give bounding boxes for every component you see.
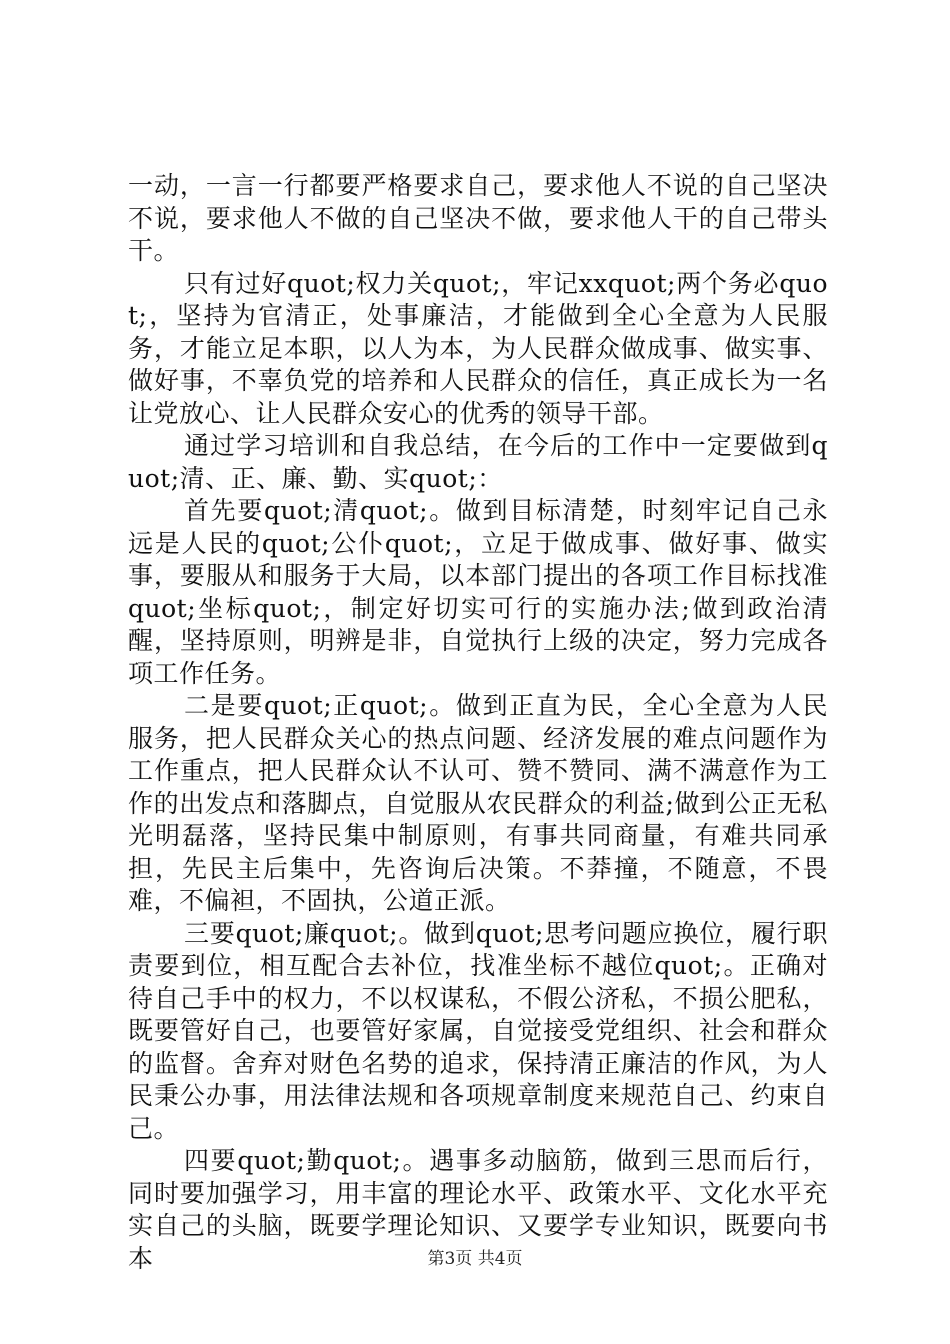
- page-footer: 第3页 共4页: [427, 1249, 523, 1269]
- paragraph-1: 一动，一言一行都要严格要求自己，要求他人不说的自己坚决不说，要求他人不做的自己坚决不做，要求他人干的自己带头干。: [128, 171, 828, 265]
- paragraph-5: 二是要quot;正quot;。做到正直为民，全心全意为人民服务，把人民群众关心的热点问题、经济发展的难点问题作为工作重点，把人民群众认不认可、赞不赞同、满不满意作为工作的出发点和落脚点，自觉服从农民群众的利益;做到公正无私光明磊落，坚持民集中制原则，有事共同商量，有难共同承担，先民主后集中，先咨询后决策。不莽撞，不随意，不畏难，不偏袒，不固执，公道正派。: [128, 691, 828, 915]
- paragraph-6: 三要quot;廉quot;。做到quot;思考问题应换位，履行职责要到位，相互配合去补位，找准坐标不越位quot;。正确对待自己手中的权力，不以权谋私，不假公济私，不损公肥私，既要管好自己，也要管好家属，自觉接受党组织、社会和群众的监督。舍弃对财色名势的追求，保持清正廉洁的作风，为人民秉公办事，用法律法规和各项规章制度来规范自己、约束自己。: [128, 918, 828, 1143]
- paragraph-4: 首先要quot;清quot;。做到目标清楚，时刻牢记自己永远是人民的quot;公仆quot;，立足于做成事、做好事、做实事，要服从和服务于大局，以本部门提出的各项工作目标找准quot;坐标quot;，制定好切实可行的实施办法;做到政治清醒，坚持原则，明辨是非，自觉执行上级的决定，努力完成各项工作任务。: [128, 496, 828, 688]
- paragraph-3: 通过学习培训和自我总结，在今后的工作中一定要做到quot;清、正、廉、勤、实quot;：: [128, 431, 828, 493]
- document-body: [128, 170, 828, 1275]
- paragraph-2: 只有过好quot;权力关quot;，牢记xxquot;两个务必quot;，坚持为官清正，处事廉洁，才能做到全心全意为人民服务，才能立足本职，以人为本，为人民群众做成事、做实事、做好事，不辜负党的培养和人民群众的信任，真正成长为一名让党放心、让人民群众安心的优秀的领导干部。: [128, 268, 828, 428]
- paragraph-7: 四要quot;勤quot;。遇事多动脑筋，做到三思而后行，同时要加强学习，用丰富的理论水平、政策水平、文化水平充实自己的头脑，既要学理论知识、又要学专业知识，既要向书本: [128, 1146, 828, 1273]
